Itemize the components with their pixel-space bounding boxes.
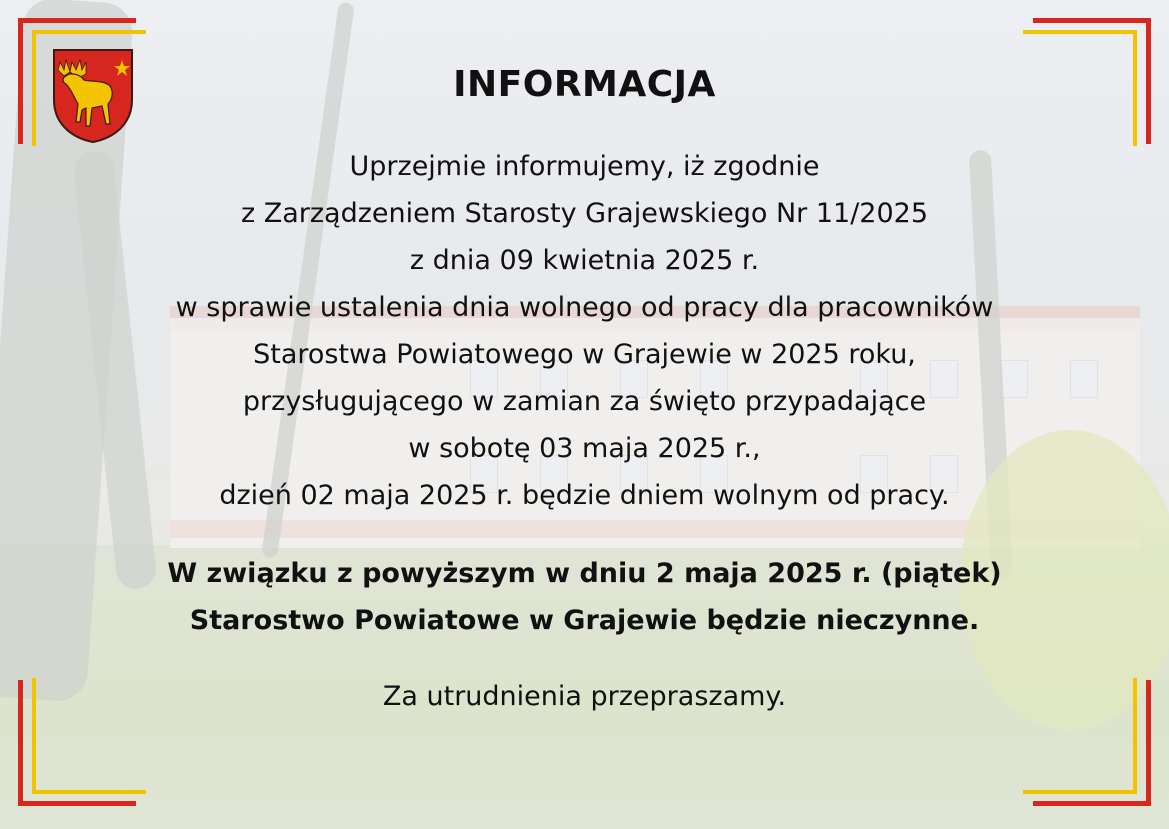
- body-line: przysługującego w zamian za święto przypadające: [242, 386, 927, 417]
- page-title: INFORMACJA: [453, 64, 716, 105]
- body-line: dzień 02 maja 2025 r. będzie dniem wolnym od pracy.: [219, 480, 950, 511]
- body-line: Uprzejmie informujemy, iż zgodnie: [349, 151, 820, 182]
- closure-line: W związku z powyższym w dniu 2 maja 2025 r. (piątek): [167, 558, 1002, 589]
- closure-notice: [0, 550, 1169, 644]
- announcement-body: [0, 143, 1169, 519]
- body-line: z Zarządzeniem Starosty Grajewskiego Nr 11/2025: [240, 198, 929, 229]
- apology-text: Za utrudnienia przepraszamy.: [382, 681, 787, 712]
- body-line: w sobotę 03 maja 2025 r.,: [408, 433, 761, 464]
- body-line: z dnia 09 kwietnia 2025 r.: [409, 245, 760, 276]
- closure-line: Starostwo Powiatowe w Grajewie będzie nieczynne.: [189, 605, 980, 636]
- body-line: w sprawie ustalenia dnia wolnego od pracy dla pracowników: [175, 292, 994, 323]
- body-line: Starostwa Powiatowego w Grajewie w 2025 roku,: [253, 339, 916, 370]
